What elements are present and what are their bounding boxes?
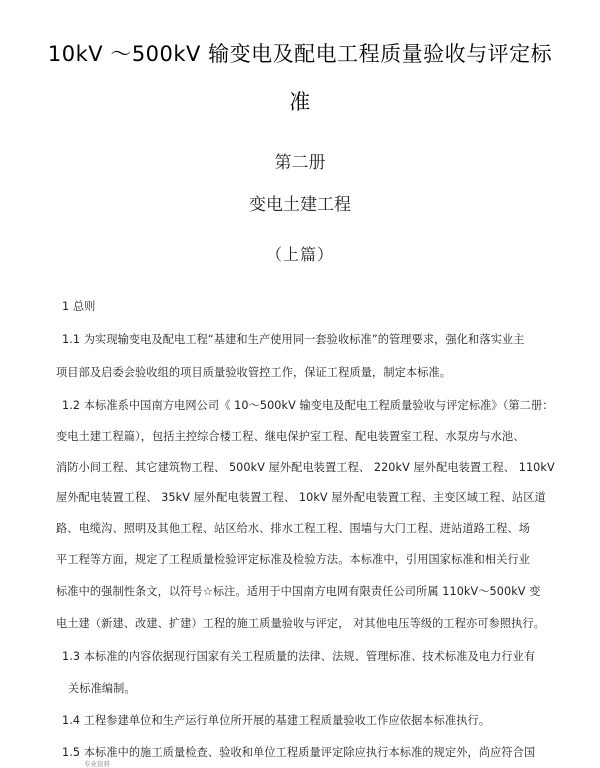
paragraph-line: 电土建（新建、改建、扩建）工程的施工质量验收与评定， 对其他电压等级的工程亦可参照执行。 — [56, 617, 546, 630]
volume-label: 第二册 — [274, 153, 326, 173]
paragraph-line: 项目部及启委会验收组的项目质量验收管控工作，保证工程质量，制定本标准。 — [56, 366, 452, 379]
paragraph-line: 1.5 本标准中的施工质量检查、验收和单位工程质量评定除应执行本标准的规定外，尚应符合国 — [62, 746, 536, 759]
document-title-line-1: 10kV ～500kV 输变电及配电工程质量验收与评定标 — [47, 42, 553, 66]
paragraph-line: 屋外配电装置工程、 35kV 屋外配电装置工程、 10kV 屋外配电装置工程、主变区域工程、站区道 — [56, 491, 546, 504]
volume-subtitle: 变电土建工程 — [249, 195, 351, 215]
document-title-line-2: 准 — [289, 90, 311, 114]
paragraph-line: 标准中的强制性条文，以符号☆标注。适用于中国南方电网有限责任公司所属 110kV～500kV 变 — [56, 585, 541, 598]
section-heading: 1 总则 — [62, 300, 96, 313]
paragraph-line: 1.1 为实现输变电及配电工程“基建和生产使用同一套验收标准”的管理要求，强化和落实业主 — [62, 333, 525, 346]
paragraph-line: 平工程等方面，规定了工程质量检验评定标准及检验方法。本标准中，引用国家标准和相关行业 — [56, 553, 531, 566]
paragraph-line: 消防小间工程、其它建筑物工程、 500kV 屋外配电装置工程、 220kV 屋外配电装置工程、 110kV — [56, 461, 555, 474]
paragraph-line: 1.4 工程参建单位和生产运行单位所开展的基建工程质量验收工作应依据本标准执行。 — [62, 714, 491, 727]
footer-note: 专业资料 — [84, 760, 110, 768]
paragraph-line: 1.2 本标准系中国南方电网公司《 10～500kV 输变电及配电工程质量验收与评定标准》（第二册： — [62, 399, 554, 412]
paragraph-line: 路、电缆沟、照明及其他工程、站区给水、排水工程工程、围墙与大门工程、进站道路工程、场 — [56, 522, 531, 535]
paragraph-line: 关标准编制。 — [68, 682, 136, 695]
paragraph-line: 变电土建工程篇），包括主控综合楼工程、继电保护室工程、配电装置室工程、水泵房与水池、 — [56, 430, 525, 443]
part-label: （上篇） — [265, 245, 334, 264]
paragraph-line: 1.3 本标准的内容依据现行国家有关工程质量的法律、法规、管理标准、技术标准及电力行业有 — [62, 650, 536, 663]
